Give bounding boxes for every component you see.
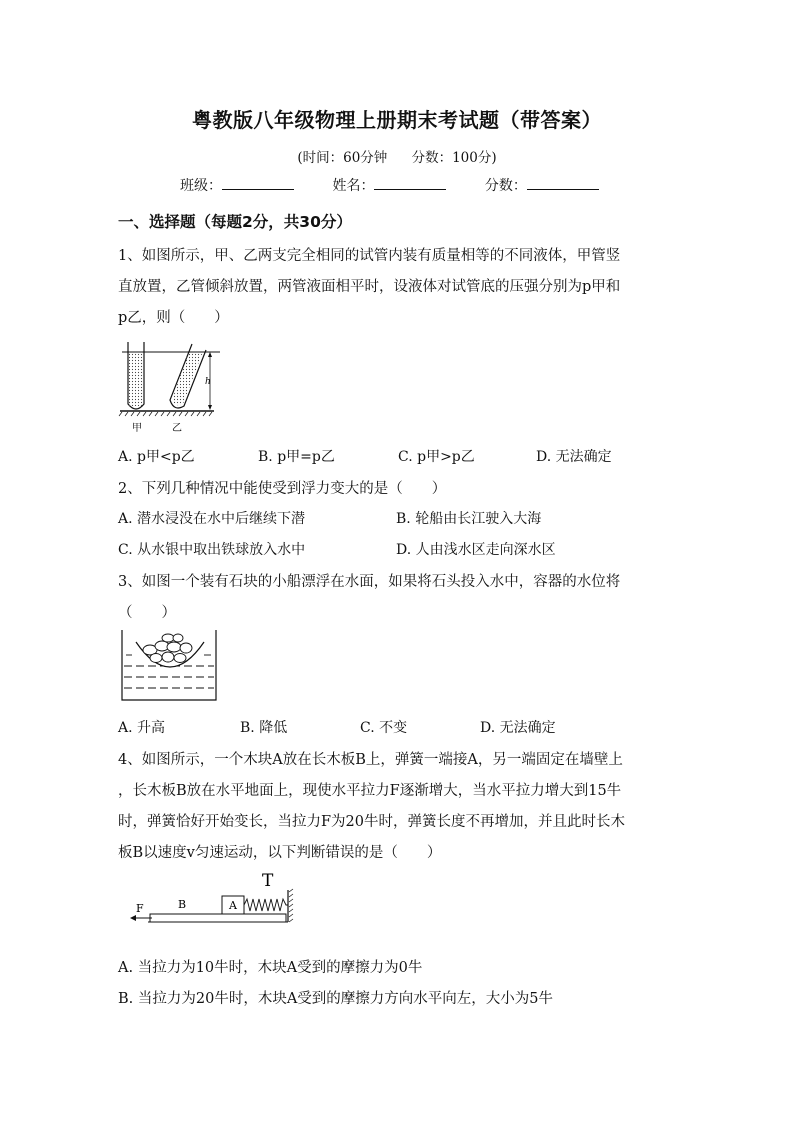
q4-line-3: 时，弹簧恰好开始变长，当拉力F为20牛时，弹簧长度不再增加，并且此时长木	[118, 814, 626, 830]
q3-option-c[interactable]: C. 不变	[360, 720, 408, 736]
exam-meta	[0, 146, 794, 166]
q1-line-2: 直放置，乙管倾斜放置，两管液面相平时，设液体对试管底的压强分别为p甲和	[118, 279, 621, 295]
q2-option-b[interactable]: B. 轮船由长江驶入大海	[396, 511, 542, 527]
class-label: 班级：	[180, 178, 222, 194]
q4-fig-F: F	[136, 902, 144, 915]
score-blank[interactable]	[527, 175, 599, 190]
q2-stem: 2、下列几种情况中能使受到浮力变大的是（ ）	[118, 481, 447, 497]
student-info	[180, 175, 633, 195]
score-label: 分数：	[484, 178, 527, 194]
q1-option-d[interactable]: D. 无法确定	[536, 449, 612, 465]
q2-option-d[interactable]: D. 人由浅水区走向深水区	[396, 542, 556, 558]
q2-option-c[interactable]: C. 从水银中取出铁球放入水中	[118, 542, 306, 558]
q2-option-a[interactable]: A. 潜水浸没在水中后继续下潜	[118, 511, 306, 527]
section-heading: 一、选择题（每题2分，共30分）	[118, 213, 352, 231]
q1-option-a[interactable]: A. p甲<p乙	[118, 449, 195, 465]
q1-option-c[interactable]: C. p甲>p乙	[398, 449, 475, 465]
q3-option-b[interactable]: B. 降低	[240, 720, 288, 736]
q1-line-1: 1、如图所示，甲、乙两支完全相同的试管内装有质量相等的不同液体，甲管竖	[118, 248, 621, 264]
q1-line-3: p乙，则（ ）	[118, 310, 229, 326]
q4-line-4: 板B以速度v匀速运动，以下判断错误的是（ ）	[118, 845, 442, 861]
q4-spring-figure	[128, 870, 298, 932]
page-title: 粤教版八年级物理上册期末考试题（带答案）	[192, 108, 602, 132]
q4-line-1: 4、如图所示，一个木块A放在长木板B上，弹簧一端接A，另一端固定在墙壁上	[118, 752, 623, 768]
q1-option-b[interactable]: B. p甲=p乙	[258, 449, 335, 465]
q3-option-d[interactable]: D. 无法确定	[480, 720, 556, 736]
q4-fig-T: T	[262, 871, 274, 891]
q4-line-2: ，长木板B放在水平地面上，现使水平拉力F逐渐增大，当水平拉力增大到15牛	[118, 783, 622, 799]
q3-option-a[interactable]: A. 升高	[118, 720, 166, 736]
q1-test-tube-figure	[116, 338, 226, 438]
q3-line-1: 3、如图一个装有石块的小船漂浮在水面，如果将石头投入水中，容器的水位将	[118, 574, 621, 590]
q1-fig-jia: 甲	[132, 423, 142, 434]
name-label: 姓名：	[332, 178, 375, 194]
q4-option-a[interactable]: A. 当拉力为10牛时，木块A受到的摩擦力为0牛	[118, 960, 423, 976]
class-blank[interactable]	[222, 175, 294, 190]
q1-fig-yi: 乙	[172, 423, 182, 434]
q3-boat-figure	[118, 630, 220, 704]
q4-option-b[interactable]: B. 当拉力为20牛时，木块A受到的摩擦力方向水平向左，大小为5牛	[118, 991, 554, 1007]
q1-fig-h: h	[205, 377, 211, 387]
name-blank[interactable]	[374, 175, 446, 190]
q4-fig-A: A	[229, 899, 237, 912]
q3-line-2: （ ）	[118, 605, 176, 621]
q4-fig-B: B	[178, 898, 187, 911]
exam-time: (时间：60分钟	[297, 150, 388, 166]
exam-score: 分数：100分)	[411, 150, 497, 166]
